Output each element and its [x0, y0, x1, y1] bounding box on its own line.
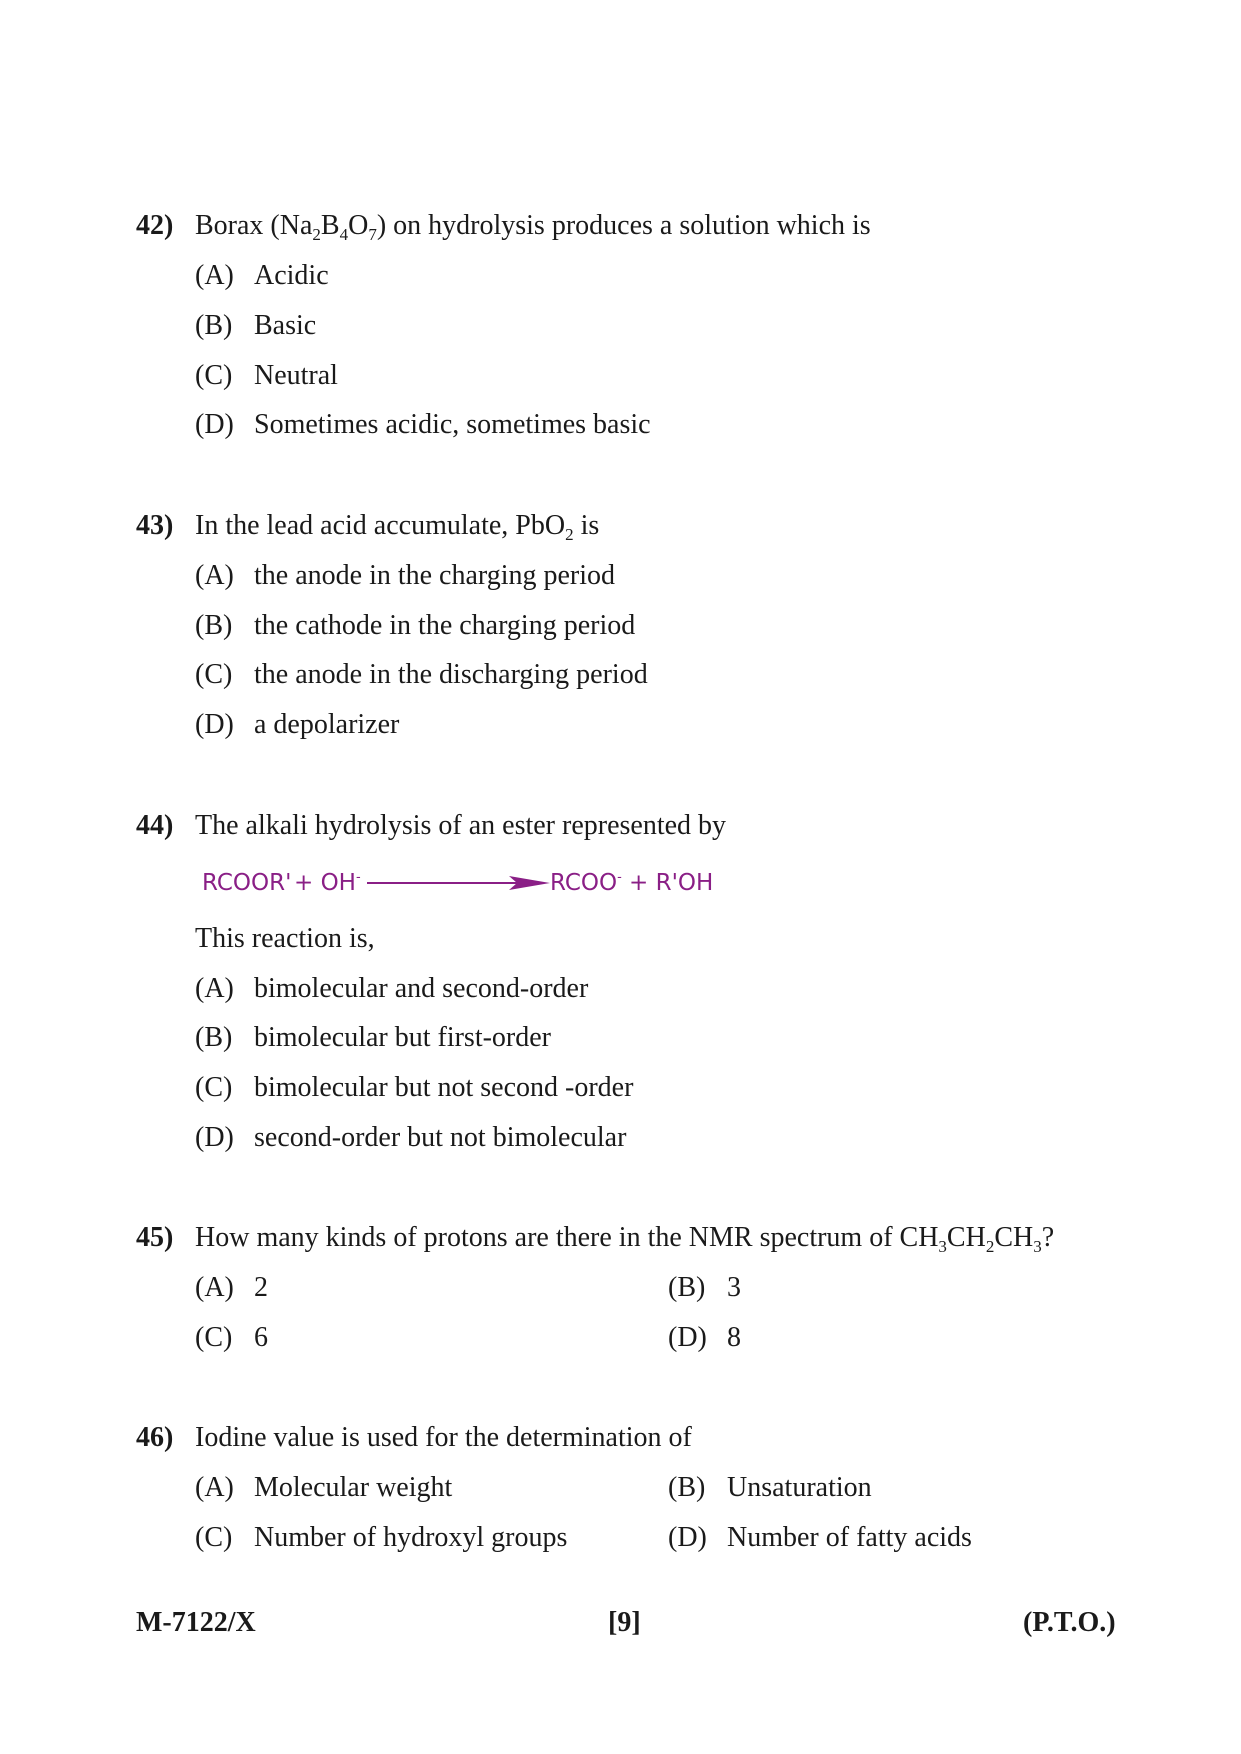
please-turn-over: (P.T.O.) — [1023, 1607, 1116, 1638]
option-label: (B) — [668, 1472, 706, 1503]
option-text: 6 — [254, 1322, 268, 1353]
option-label: (D) — [668, 1322, 707, 1353]
option-text: bimolecular but not second -order — [254, 1072, 634, 1103]
option-label: (A) — [195, 973, 234, 1004]
option-label: (A) — [195, 560, 234, 591]
option-text: Number of hydroxyl groups — [254, 1522, 568, 1553]
question-stem: How many kinds of protons are there in the NMR spectrum of $CH_3CH_2CH_3$? — [195, 1222, 1055, 1256]
option-label: (D) — [195, 409, 234, 440]
option-text: Basic — [254, 310, 317, 341]
question-number: 45) — [136, 1222, 174, 1253]
option-text: bimolecular and second-order — [254, 973, 589, 1004]
option-label: (C) — [195, 360, 233, 391]
paper-code: M-7122/X — [136, 1607, 256, 1638]
option-text: Neutral — [254, 360, 338, 391]
option-label: (C) — [195, 1072, 233, 1103]
option-text: Acidic — [254, 260, 329, 291]
option-label: (D) — [195, 709, 234, 740]
question-number: 44) — [136, 810, 174, 841]
question-stem: In the lead acid accumulate, PbO$_2$ is — [195, 510, 600, 544]
option-text: Sometimes acidic, sometimes basic — [254, 409, 651, 440]
question-number: 46) — [136, 1422, 174, 1453]
question-number: 42) — [136, 210, 174, 241]
question-note: This reaction is, — [195, 923, 375, 954]
option-label: (B) — [195, 1022, 233, 1053]
option-text: Number of fatty acids — [727, 1522, 972, 1553]
option-label: (B) — [195, 610, 233, 641]
page-number: [9] — [608, 1607, 641, 1638]
option-text: the cathode in the charging period — [254, 610, 636, 641]
option-label: (C) — [195, 659, 233, 690]
option-label: (C) — [195, 1522, 233, 1553]
question-number: 43) — [136, 510, 174, 541]
option-text: Unsaturation — [727, 1472, 872, 1503]
option-label: (D) — [195, 1122, 234, 1153]
product-carboxylate: RCOO- — [550, 870, 622, 896]
reactant-hydroxide: + OH- — [294, 870, 361, 896]
option-text: the anode in the discharging period — [254, 659, 648, 690]
option-text: bimolecular but first-order — [254, 1022, 552, 1053]
option-label: (D) — [668, 1522, 707, 1553]
option-text: 2 — [254, 1272, 268, 1303]
option-text: the anode in the charging period — [254, 560, 616, 591]
option-label: (B) — [668, 1272, 706, 1303]
question-stem: Borax $(Na_2B_4O_7)$ on hydrolysis produces a solution which is — [195, 210, 871, 244]
option-label: (A) — [195, 1272, 234, 1303]
option-label: (B) — [195, 310, 233, 341]
question-stem: The alkali hydrolysis of an ester represented by — [195, 810, 727, 841]
question-stem: Iodine value is used for the determination of — [195, 1422, 692, 1453]
option-text: Molecular weight — [254, 1472, 453, 1503]
reactant-ester: RCOOR' — [202, 870, 292, 896]
option-label: (A) — [195, 260, 234, 291]
option-label: (C) — [195, 1322, 233, 1353]
option-text: 3 — [727, 1272, 741, 1303]
option-text: a depolarizer — [254, 709, 400, 740]
reaction-arrow-icon — [367, 874, 550, 892]
option-label: (A) — [195, 1472, 234, 1503]
product-alcohol: + R'OH — [629, 870, 714, 896]
option-text: second-order but not bimolecular — [254, 1122, 627, 1153]
option-text: 8 — [727, 1322, 741, 1353]
